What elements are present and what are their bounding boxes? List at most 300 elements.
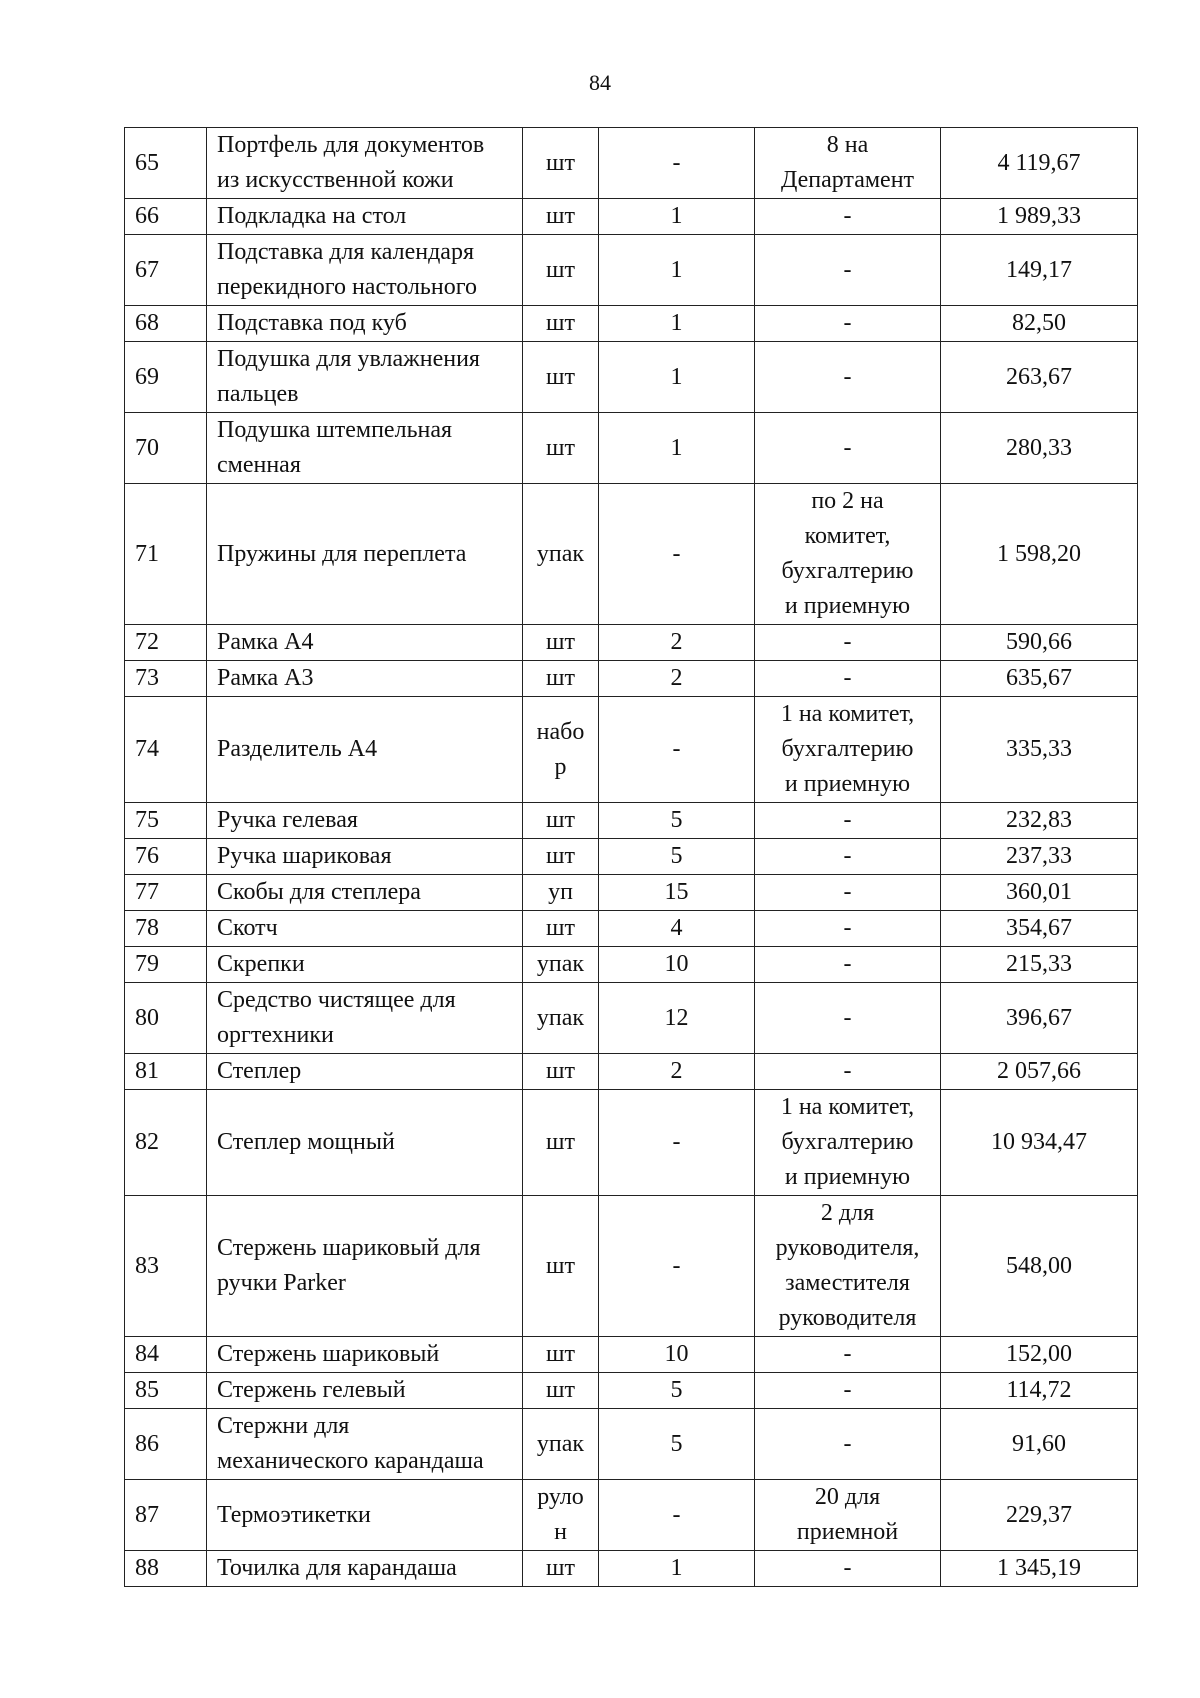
quantity-cell-text: 1 xyxy=(670,1555,683,1581)
allocation-note-cell-text: - xyxy=(843,310,852,336)
row-number-cell-text: 88 xyxy=(135,1555,159,1581)
item-name-cell-text: Пружины для переплета xyxy=(217,540,467,567)
row-number-cell xyxy=(125,199,207,235)
quantity-cell xyxy=(599,803,755,839)
row-number-cell xyxy=(125,625,207,661)
row-number-cell-text: 76 xyxy=(135,843,159,869)
item-name-cell-text: Ручка гелевая xyxy=(217,807,358,833)
price-cell xyxy=(941,1090,1138,1196)
price-cell xyxy=(941,1409,1138,1480)
unit-cell xyxy=(523,875,599,911)
price-cell xyxy=(941,947,1138,983)
quantity-cell-text: 1 xyxy=(670,256,683,283)
price-cell-text: 232,83 xyxy=(1006,807,1072,833)
row-number-cell-text: 67 xyxy=(135,256,159,283)
item-name-cell-text: Ручка шариковая xyxy=(217,843,392,869)
price-cell xyxy=(941,911,1138,947)
price-cell xyxy=(941,199,1138,235)
item-name-cell-text: Скотч xyxy=(217,915,278,941)
allocation-note-cell-text: - xyxy=(843,951,852,977)
item-name-cell-text: Степлер мощный xyxy=(217,1129,395,1155)
allocation-note-cell xyxy=(755,839,941,875)
quantity-cell xyxy=(599,342,755,413)
allocation-note-cell-text: 1 на комитет, бухгалтерию и приемную xyxy=(780,701,915,797)
quantity-cell xyxy=(599,1196,755,1337)
allocation-note-cell xyxy=(755,697,941,803)
price-cell xyxy=(941,983,1138,1054)
table-row xyxy=(125,484,1138,625)
unit-cell-text: шт xyxy=(546,915,575,941)
row-number-cell xyxy=(125,128,207,199)
price-cell xyxy=(941,1054,1138,1090)
price-cell-text: 2 057,66 xyxy=(997,1058,1081,1084)
quantity-cell-text: 2 xyxy=(670,629,683,655)
quantity-cell xyxy=(599,306,755,342)
quantity-cell-text: 1 xyxy=(670,363,683,390)
row-number-cell-text: 86 xyxy=(135,1430,159,1457)
item-name-cell-text: Разделитель А4 xyxy=(217,736,378,762)
row-number-cell-text: 65 xyxy=(135,149,159,176)
table-row xyxy=(125,911,1138,947)
item-name-cell xyxy=(207,947,523,983)
unit-cell xyxy=(523,697,599,803)
item-name-cell-text: Подушка штемпельная сменная xyxy=(217,417,453,478)
table-row xyxy=(125,235,1138,306)
unit-cell-text: шт xyxy=(546,629,575,655)
item-name-cell-text: Скобы для степлера xyxy=(217,879,421,905)
item-name-cell-text: Подставка для календаря перекидного настольного xyxy=(217,239,477,300)
table-row xyxy=(125,947,1138,983)
allocation-note-cell-text: 8 на Департамент xyxy=(780,132,915,193)
unit-cell-text: упак xyxy=(536,1430,585,1457)
price-cell xyxy=(941,803,1138,839)
price-cell xyxy=(941,342,1138,413)
item-name-cell-text: Стержень гелевый xyxy=(217,1377,406,1403)
row-number-cell-text: 85 xyxy=(135,1377,159,1403)
price-cell-text: 91,60 xyxy=(1012,1430,1066,1457)
item-name-cell-text: Точилка для карандаша xyxy=(217,1555,457,1581)
price-cell-text: 1 345,19 xyxy=(997,1555,1081,1581)
price-cell-text: 149,17 xyxy=(1006,256,1072,283)
table-row xyxy=(125,625,1138,661)
unit-cell-text: шт xyxy=(546,1129,575,1155)
unit-cell-text: шт xyxy=(546,256,575,283)
unit-cell-text: шт xyxy=(546,1252,575,1279)
unit-cell xyxy=(523,1196,599,1337)
item-name-cell-text: Портфель для документов из искусственной кожи xyxy=(217,132,485,193)
quantity-cell-text: 1 xyxy=(670,310,683,336)
unit-cell-text: упак xyxy=(536,540,585,567)
item-name-cell xyxy=(207,839,523,875)
allocation-note-cell-text: - xyxy=(843,1004,852,1031)
item-name-cell xyxy=(207,1551,523,1587)
unit-cell xyxy=(523,128,599,199)
allocation-note-cell xyxy=(755,1337,941,1373)
item-name-cell-text: Стержень шариковый xyxy=(217,1341,440,1367)
row-number-cell xyxy=(125,839,207,875)
item-name-cell xyxy=(207,413,523,484)
allocation-note-cell xyxy=(755,1090,941,1196)
item-name-cell xyxy=(207,128,523,199)
price-cell xyxy=(941,839,1138,875)
page-number: 84 xyxy=(589,70,611,95)
unit-cell xyxy=(523,911,599,947)
item-name-cell xyxy=(207,911,523,947)
table-row xyxy=(125,1409,1138,1480)
quantity-cell xyxy=(599,839,755,875)
allocation-note-cell-text: - xyxy=(843,1555,852,1581)
quantity-cell-text: - xyxy=(672,540,681,567)
price-cell-text: 82,50 xyxy=(1012,310,1066,336)
item-name-cell-text: Подушка для увлажнения пальцев xyxy=(217,346,480,407)
price-cell-text: 335,33 xyxy=(1006,736,1072,762)
table-row xyxy=(125,983,1138,1054)
price-cell xyxy=(941,1551,1138,1587)
quantity-cell xyxy=(599,235,755,306)
unit-cell-text: шт xyxy=(546,843,575,869)
table-row xyxy=(125,342,1138,413)
allocation-note-cell xyxy=(755,413,941,484)
item-name-cell-text: Подкладка на стол xyxy=(217,203,407,229)
price-cell xyxy=(941,1196,1138,1337)
price-cell-text: 237,33 xyxy=(1006,843,1072,869)
allocation-note-cell-text: 1 на комитет, бухгалтерию и приемную xyxy=(780,1094,915,1190)
item-name-cell xyxy=(207,306,523,342)
item-name-cell xyxy=(207,1337,523,1373)
price-cell xyxy=(941,1373,1138,1409)
item-name-cell-text: Скрепки xyxy=(217,951,305,977)
table-row xyxy=(125,1196,1138,1337)
row-number-cell xyxy=(125,1409,207,1480)
quantity-cell-text: 2 xyxy=(670,665,683,691)
table-row xyxy=(125,413,1138,484)
price-cell-text: 4 119,67 xyxy=(997,149,1081,176)
unit-cell xyxy=(523,1373,599,1409)
allocation-note-cell xyxy=(755,983,941,1054)
allocation-note-cell-text: - xyxy=(843,879,852,905)
row-number-cell-text: 68 xyxy=(135,310,159,336)
item-name-cell xyxy=(207,625,523,661)
quantity-cell-text: 5 xyxy=(670,1430,683,1457)
table-row xyxy=(125,875,1138,911)
allocation-note-cell-text: - xyxy=(843,1058,852,1084)
unit-cell-text: шт xyxy=(546,665,575,691)
price-cell-text: 280,33 xyxy=(1006,434,1072,461)
unit-cell-text: шт xyxy=(546,1377,575,1403)
table-row xyxy=(125,661,1138,697)
row-number-cell xyxy=(125,1337,207,1373)
item-name-cell-text: Рамка А4 xyxy=(217,629,314,655)
unit-cell xyxy=(523,625,599,661)
allocation-note-cell-text: по 2 на комитет, бухгалтерию и приемную xyxy=(781,488,914,619)
row-number-cell xyxy=(125,947,207,983)
row-number-cell-text: 72 xyxy=(135,629,159,655)
allocation-note-cell-text: 20 для приемной xyxy=(796,1484,899,1545)
unit-cell-text: набо р xyxy=(536,718,585,780)
price-cell xyxy=(941,697,1138,803)
unit-cell xyxy=(523,1409,599,1480)
price-cell xyxy=(941,128,1138,199)
item-name-cell xyxy=(207,697,523,803)
unit-cell xyxy=(523,947,599,983)
price-cell xyxy=(941,235,1138,306)
row-number-cell xyxy=(125,484,207,625)
quantity-cell xyxy=(599,1480,755,1551)
quantity-cell-text: 1 xyxy=(670,434,683,461)
quantity-cell xyxy=(599,1373,755,1409)
unit-cell-text: шт xyxy=(546,807,575,833)
table-row xyxy=(125,199,1138,235)
item-name-cell xyxy=(207,875,523,911)
table-row xyxy=(125,306,1138,342)
price-cell xyxy=(941,661,1138,697)
quantity-cell-text: - xyxy=(672,1129,681,1155)
item-name-cell-text: Рамка А3 xyxy=(217,665,314,691)
unit-cell xyxy=(523,983,599,1054)
quantity-cell-text: - xyxy=(672,1501,681,1528)
allocation-note-cell-text: 2 для руководителя, заместителя руководителя xyxy=(775,1200,920,1331)
price-cell-text: 114,72 xyxy=(1006,1377,1072,1403)
row-number-cell xyxy=(125,661,207,697)
price-cell-text: 354,67 xyxy=(1006,915,1072,941)
unit-cell-text: упак xyxy=(536,1004,585,1031)
unit-cell-text: упак xyxy=(536,951,585,977)
item-name-cell xyxy=(207,199,523,235)
price-cell xyxy=(941,413,1138,484)
unit-cell xyxy=(523,1337,599,1373)
unit-cell xyxy=(523,839,599,875)
row-number-cell xyxy=(125,1551,207,1587)
unit-cell-text: шт xyxy=(546,310,575,336)
item-name-cell-text: Термоэтикетки xyxy=(217,1501,371,1528)
table-body xyxy=(125,128,1138,1587)
allocation-note-cell-text: - xyxy=(843,1341,852,1367)
quantity-cell xyxy=(599,199,755,235)
item-name-cell xyxy=(207,1480,523,1551)
quantity-cell-text: - xyxy=(672,149,681,176)
quantity-cell-text: 10 xyxy=(664,951,689,977)
allocation-note-cell xyxy=(755,875,941,911)
quantity-cell xyxy=(599,911,755,947)
price-cell-text: 10 934,47 xyxy=(991,1129,1087,1155)
quantity-cell xyxy=(599,413,755,484)
allocation-note-cell xyxy=(755,128,941,199)
allocation-note-cell-text: - xyxy=(843,1377,852,1403)
item-name-cell xyxy=(207,1409,523,1480)
item-name-cell xyxy=(207,983,523,1054)
row-number-cell-text: 70 xyxy=(135,434,159,461)
unit-cell xyxy=(523,199,599,235)
allocation-note-cell-text: - xyxy=(843,363,852,390)
row-number-cell-text: 87 xyxy=(135,1501,159,1528)
table-row xyxy=(125,1551,1138,1587)
item-name-cell xyxy=(207,342,523,413)
quantity-cell xyxy=(599,1409,755,1480)
price-cell-text: 548,00 xyxy=(1006,1252,1072,1279)
item-name-cell xyxy=(207,1090,523,1196)
row-number-cell-text: 79 xyxy=(135,951,159,977)
quantity-cell-text: 15 xyxy=(664,879,689,905)
quantity-cell-text: 12 xyxy=(664,1004,689,1031)
row-number-cell xyxy=(125,235,207,306)
unit-cell xyxy=(523,803,599,839)
allocation-note-cell xyxy=(755,947,941,983)
price-cell-text: 590,66 xyxy=(1006,629,1072,655)
row-number-cell xyxy=(125,1196,207,1337)
quantity-cell-text: 5 xyxy=(670,843,683,869)
quantity-cell-text: 1 xyxy=(670,203,683,229)
row-number-cell-text: 71 xyxy=(135,540,159,567)
unit-cell-text: уп xyxy=(548,879,573,905)
allocation-note-cell xyxy=(755,1196,941,1337)
price-cell-text: 152,00 xyxy=(1006,1341,1072,1367)
item-name-cell-text: Стержень шариковый для ручки Parker xyxy=(217,1235,481,1296)
quantity-cell xyxy=(599,484,755,625)
allocation-note-cell xyxy=(755,661,941,697)
price-cell-text: 1 598,20 xyxy=(997,540,1081,567)
row-number-cell xyxy=(125,697,207,803)
item-name-cell-text: Средство чистящее для оргтехники xyxy=(217,987,456,1048)
unit-cell-text: шт xyxy=(546,363,575,390)
table-row xyxy=(125,803,1138,839)
unit-cell-text: шт xyxy=(546,1341,575,1367)
allocation-note-cell xyxy=(755,484,941,625)
quantity-cell-text: 2 xyxy=(670,1058,683,1084)
quantity-cell xyxy=(599,1551,755,1587)
allocation-note-cell xyxy=(755,306,941,342)
allocation-note-cell xyxy=(755,1373,941,1409)
price-cell-text: 635,67 xyxy=(1006,665,1072,691)
unit-cell xyxy=(523,413,599,484)
quantity-cell-text: - xyxy=(672,1252,681,1279)
unit-cell xyxy=(523,661,599,697)
allocation-note-cell-text: - xyxy=(843,1430,852,1457)
row-number-cell xyxy=(125,1373,207,1409)
allocation-note-cell xyxy=(755,911,941,947)
allocation-note-cell xyxy=(755,803,941,839)
item-name-cell xyxy=(207,484,523,625)
allocation-note-cell-text: - xyxy=(843,256,852,283)
item-name-cell-text: Степлер xyxy=(217,1058,302,1084)
table-row xyxy=(125,128,1138,199)
allocation-note-cell-text: - xyxy=(843,203,852,229)
quantity-cell-text: 5 xyxy=(670,807,683,833)
allocation-note-cell-text: - xyxy=(843,915,852,941)
unit-cell-text: шт xyxy=(546,149,575,176)
row-number-cell xyxy=(125,413,207,484)
quantity-cell xyxy=(599,661,755,697)
allocation-note-cell xyxy=(755,342,941,413)
quantity-cell xyxy=(599,128,755,199)
row-number-cell xyxy=(125,306,207,342)
price-cell xyxy=(941,875,1138,911)
item-name-cell xyxy=(207,235,523,306)
row-number-cell xyxy=(125,1480,207,1551)
row-number-cell xyxy=(125,1054,207,1090)
price-cell-text: 396,67 xyxy=(1006,1004,1072,1031)
table-row xyxy=(125,1373,1138,1409)
allocation-note-cell xyxy=(755,199,941,235)
unit-cell xyxy=(523,1551,599,1587)
quantity-cell xyxy=(599,697,755,803)
unit-cell xyxy=(523,1090,599,1196)
quantity-cell xyxy=(599,983,755,1054)
row-number-cell-text: 78 xyxy=(135,915,159,941)
row-number-cell-text: 80 xyxy=(135,1004,159,1031)
row-number-cell-text: 73 xyxy=(135,665,159,691)
table-row xyxy=(125,1337,1138,1373)
row-number-cell xyxy=(125,1090,207,1196)
unit-cell-text: шт xyxy=(546,1555,575,1581)
quantity-cell-text: - xyxy=(672,736,681,762)
row-number-cell xyxy=(125,803,207,839)
unit-cell-text: шт xyxy=(546,434,575,461)
table-row xyxy=(125,1480,1138,1551)
price-cell xyxy=(941,1337,1138,1373)
unit-cell xyxy=(523,484,599,625)
quantity-cell xyxy=(599,947,755,983)
row-number-cell-text: 82 xyxy=(135,1129,159,1155)
item-name-cell-text: Стержни для механического карандаша xyxy=(217,1413,484,1474)
quantity-cell-text: 5 xyxy=(670,1377,683,1403)
allocation-note-cell xyxy=(755,235,941,306)
row-number-cell-text: 66 xyxy=(135,203,159,229)
allocation-note-cell-text: - xyxy=(843,665,852,691)
item-name-cell-text: Подставка под куб xyxy=(217,310,407,336)
price-cell-text: 360,01 xyxy=(1006,879,1072,905)
row-number-cell xyxy=(125,875,207,911)
row-number-cell-text: 81 xyxy=(135,1058,159,1084)
quantity-cell-text: 4 xyxy=(670,915,683,941)
price-cell-text: 229,37 xyxy=(1006,1501,1072,1528)
quantity-cell xyxy=(599,875,755,911)
unit-cell-text: шт xyxy=(546,203,575,229)
item-name-cell xyxy=(207,1373,523,1409)
table-row xyxy=(125,1054,1138,1090)
price-cell xyxy=(941,625,1138,661)
row-number-cell-text: 83 xyxy=(135,1252,159,1279)
supplies-table xyxy=(124,127,1138,1587)
row-number-cell xyxy=(125,911,207,947)
allocation-note-cell-text: - xyxy=(843,807,852,833)
price-cell-text: 215,33 xyxy=(1006,951,1072,977)
row-number-cell-text: 84 xyxy=(135,1341,159,1367)
allocation-note-cell-text: - xyxy=(843,434,852,461)
quantity-cell xyxy=(599,625,755,661)
table-row xyxy=(125,697,1138,803)
row-number-cell xyxy=(125,342,207,413)
row-number-cell-text: 77 xyxy=(135,879,159,905)
unit-cell xyxy=(523,1480,599,1551)
table-row xyxy=(125,1090,1138,1196)
row-number-cell-text: 75 xyxy=(135,807,159,833)
row-number-cell xyxy=(125,983,207,1054)
price-cell xyxy=(941,306,1138,342)
allocation-note-cell xyxy=(755,1480,941,1551)
quantity-cell-text: 10 xyxy=(664,1341,689,1367)
table-row xyxy=(125,839,1138,875)
unit-cell xyxy=(523,1054,599,1090)
price-cell-text: 1 989,33 xyxy=(997,203,1081,229)
quantity-cell xyxy=(599,1337,755,1373)
unit-cell-text: шт xyxy=(546,1058,575,1084)
unit-cell xyxy=(523,306,599,342)
quantity-cell xyxy=(599,1090,755,1196)
price-cell xyxy=(941,484,1138,625)
allocation-note-cell-text: - xyxy=(843,843,852,869)
item-name-cell xyxy=(207,803,523,839)
allocation-note-cell-text: - xyxy=(843,629,852,655)
